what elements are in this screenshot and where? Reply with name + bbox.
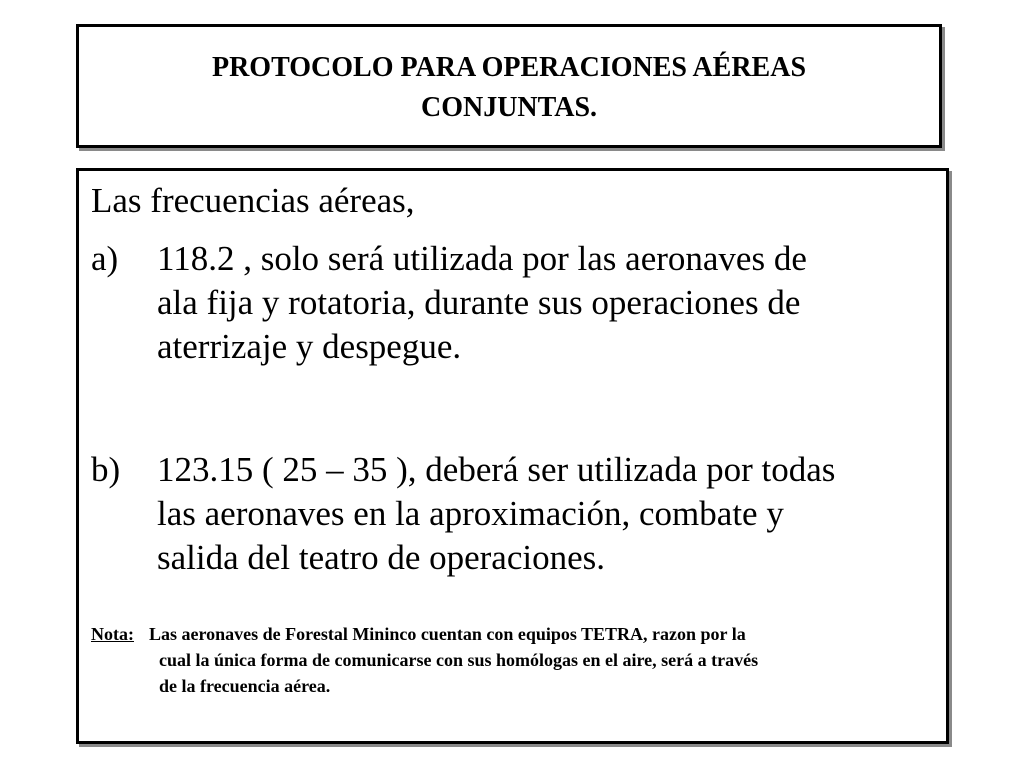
list-item-b — [91, 448, 931, 580]
list-item-b-text — [157, 448, 931, 580]
list-item-a-line-3: aterrizaje y despegue. — [157, 327, 462, 366]
note-line-3: de la frecuencia aérea. — [159, 676, 331, 696]
list-item-a — [91, 237, 931, 369]
slide-title — [119, 48, 899, 128]
list-marker-a: a) — [91, 239, 119, 278]
intro-text: Las frecuencias aéreas, — [91, 181, 415, 220]
list-item-a-text — [157, 237, 931, 369]
slide-title-line-1: PROTOCOLO PARA OPERACIONES AÉREAS — [211, 52, 807, 83]
note-label: Nota: — [91, 624, 134, 644]
list-item-a-line-2: ala fija y rotatoria, durante sus operaciones de — [157, 283, 801, 322]
slide-title-line-2: CONJUNTAS. — [420, 92, 598, 123]
list-item-a-line-1: 118.2 , solo será utilizada por las aeronaves de — [157, 239, 807, 278]
note-line-2: cual la única forma de comunicarse con sus homólogas en el aire, será a través — [159, 650, 759, 670]
note-line-1: Las aeronaves de Forestal Mininco cuentan con equipos TETRA, razon por la — [149, 624, 746, 644]
list-marker-b: b) — [91, 450, 121, 489]
list-item-b-line-2: las aeronaves en la aproximación, combate y — [157, 494, 784, 533]
note-continuation — [159, 647, 936, 699]
list-item-b-line-1: 123.15 ( 25 – 35 ), deberá ser utilizada por todas — [157, 450, 836, 489]
content-box — [76, 168, 949, 744]
note-block — [91, 621, 936, 699]
title-box — [76, 24, 942, 148]
list-item-b-line-3: salida del teatro de operaciones. — [157, 538, 605, 577]
